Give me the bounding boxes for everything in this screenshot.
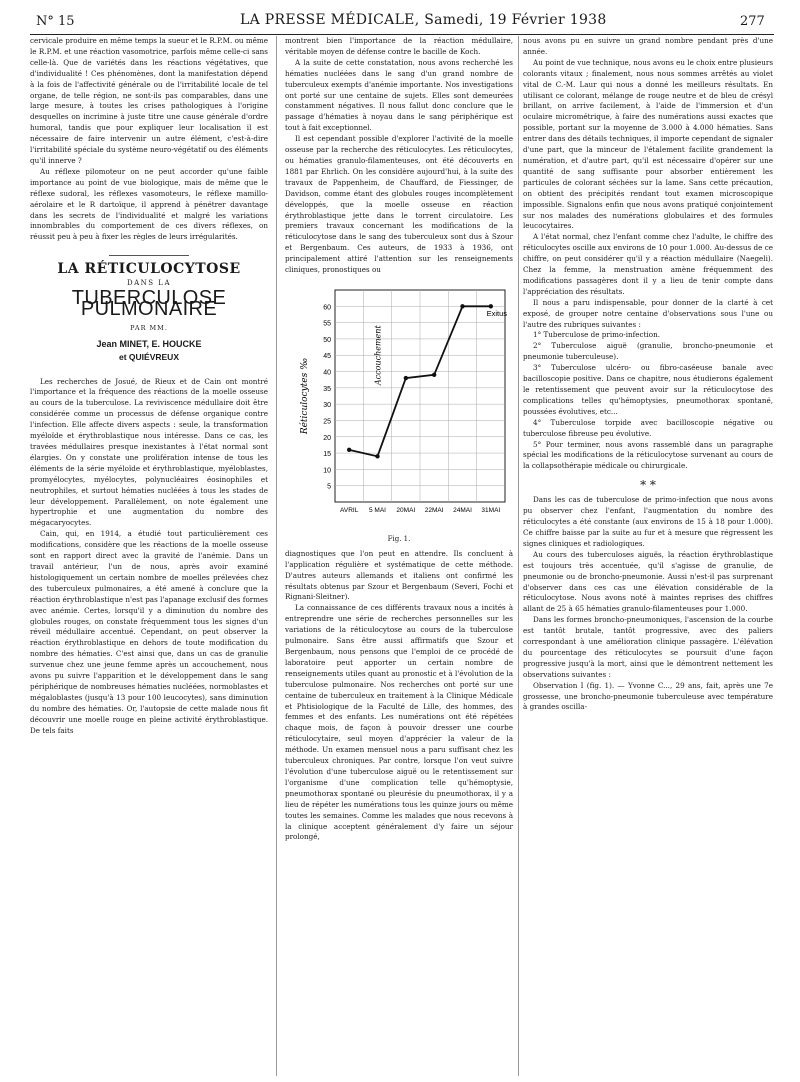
article-title-line2: DANS LA	[126, 279, 172, 288]
article-title-line1: LA RÉTICULOCYTOSE	[57, 261, 241, 278]
paragraph: Dans les formes broncho-pneumoniques, l'ascension de la courbe est tantôt brutale, tantôt progressive, avec des paliers correspondant à une amélioration clinique passagère. L'élévation du pourcentage des réticulocytes se poursuit d'une façon progressive jusqu'à la mort, ainsi que le démontrent nettement les observations suivantes :	[523, 615, 773, 679]
paragraph: Au point de vue technique, nous avons eu le choix entre plusieurs colorants vitaux ; finalement, nous nous sommes arrêtés au violet vital de C.-M. Laur qui nous a donné les meilleurs résultats. En utilisant ce colorant, mélange de rouge neutre et de bleu de crésyl brillant, on arrive facilement, à l'aide de l'immersion et d'un oculaire micrométrique, à faire des numérations aussi exactes que possible, portant sur la moyenne de 3.000 à 4.000 hématies. Sans entrer dans des détails techniques, il importe cependant de signaler d'une part, que la minceur de l'étalement facilite grandement la numération, et d'autre part, qu'il est nécessaire d'opérer sur une quantité de sang suffisante pour absorber entièrement les particules de colorant séchées sur la lame. Sans cette précaution, on obtient des précipités rendant tout examen microscopique impossible. Signalons enfin que nous avons pratiqué conjointement sur nos malades des numérations globulaires et des formules leucocytaires.	[523, 57, 773, 231]
data-point	[489, 304, 493, 308]
column-divider	[518, 36, 519, 1076]
paragraph: Cain, qui, en 1914, a étudié tout particulièrement ces modifications, considère que les réactions de la moelle osseuse sont en rapport direct avec la gravité de l'anémie. Dans un travail antérieur, l'un de nous, après avoir examiné histologiquement un certain nombre de moelles prélevées chez des tuberculeux pulmonaires, a été amené à conclure que la réaction érythroblastique n'est pas l'apanage exclusif des formes avec anémie. Certes, lorsqu'il y a diminution du nombre des globules rouges, on constate fréquemment tous les signes d'un réveil médullaire accentué. Cependant, on peut observer la réaction érythroblastique en dehors de toute modification du nombre des hématies. C'est ainsi que, dans un cas de granulie survenue chez une jeune femme après un accouchement, nous avons pu suivre l'apparition et le développement dans le sang périphérique de nombreuses hématies nucléées, normoblastes et mégaloblastes (jusqu'à 13 pour 100 leucocytes), sans diminution du nombre des hématies. Or, l'autopsie de cette malade nous fit découvrir une moelle rouge en pleine activité érythroblastique. De tels faits	[30, 529, 268, 735]
paragraph: La connaissance de ces différents travaux nous a incités à entreprendre une série de recherches personnelles sur les variations de la réticulocytose au cours de la tuberculose pulmonaire. Sans être aussi affirmatifs que Szour et Bergenbaum, nous pensons que l'emploi de ce procédé de laboratoire peut apporter un certain nombre de renseignements utiles quant au pronostic et à l'évolution de la tuberculose pulmonaire. Nos recherches ont porté sur une centaine de tuberculeux en traitement à la Clinique Médicale et Phtisiologique de la Faculté de Lille, des hommes, des femmes et des enfants. Les numérations ont été répétées chaque mois, de façon à pouvoir dresser une courbe réticulocytaire, seul moyen d'apprécier la valeur de la méthode. Un examen mensuel nous a paru suffisant chez les tuberculeux chroniques. Par contre, lorsque l'on veut suivre l'évolution d'une tuberculose aiguë ou le retentissement sur l'organisme d'une complication telle qu'hémoptysie, pneumothorax spontané ou pleurésie du pneumothorax, il y a lieu de répéter les numérations tous les quinze jours ou même toutes les semaines. Comme les malades que nous recevons à la clinique acceptent généralement d'y faire un séjour prolongé,	[285, 603, 513, 842]
authors: Jean MINET, E. HOUCKE	[96, 338, 202, 349]
x-tick-label: 20MAI	[396, 506, 416, 514]
y-tick-label: 20	[323, 434, 331, 442]
list-item: 4° Tuberculose torpide avec bacilloscopie négative ou tuberculose fibreuse peu évolutive.	[523, 417, 773, 438]
column-divider	[276, 36, 277, 1076]
y-axis-label: Réticulocytes ‰	[300, 357, 310, 435]
article-title-line3: TUBERCULOSE PULMONAIRE	[71, 287, 227, 320]
annotation-exitus: Exitus	[486, 309, 508, 319]
data-point	[404, 376, 408, 380]
issue-number: N° 15	[36, 14, 75, 29]
paragraph: cervicale produire en même temps la sueur et le R.P.M. ou même le R.P.M. et une réaction vasomotrice, parfois même celle-ci sans celle-là. Que de variétés dans les réactions végétatives, que d'individualité ! Ces phénomènes, dont la manifestation dépend à la fois de l'affectivité générale ou de l'irritabilité locale de tel organe, de telle région, ne sont-ils pas comparables, dans une large mesure, à toutes les crises pathologiques à l'origine desquelles on incrimine à juste titre une cause générale d'ordre humoral, tandis que pour expliquer leur localisation il est nécessaire de faire intervenir un autre élément, c'est-à-dire l'irritabilité spéciale du système neuro-végétatif ou des éléments qu'il innerve ?	[30, 36, 268, 165]
x-tick-label: 31MAI	[481, 506, 501, 514]
authors: et QUIÉVREUX	[119, 351, 179, 362]
figure-caption: Fig. 1.	[387, 534, 411, 543]
y-tick-label: 60	[323, 304, 331, 312]
header-rule	[30, 34, 774, 35]
paragraph: Au réflexe pilomoteur on ne peut accorder qu'une faible importance au point de vue biologique, mais de même que le réflexe sudoral, les réflexes vasomoteurs, le réflexe mamillo-aérolaire et le R dartoïque, il apprend à pénétrer davantage dans les secrets de l'individualité et malgré les variations innombrables du comportement de ces divers réflexes, on réussit peu à peu à fixer les règles de leurs irrégularités.	[30, 166, 268, 242]
byline-prefix: PAR MM.	[130, 323, 168, 332]
data-point	[375, 454, 379, 458]
x-tick-label: 5 MAI	[369, 506, 386, 514]
y-tick-label: 30	[323, 402, 331, 410]
x-tick-label: AVRIL	[340, 506, 359, 514]
paragraph: A la suite de cette constatation, nous avons recherché les hématies nucléées dans le sang d'un grand nombre de tuberculeux exempts d'anémie importante. Nos investigations ont porté sur une centaine de sujets. Elles sont demeurées constamment négatives. Il nous fallut donc conclure que le passage d'hématies à noyau dans le sang périphérique est tout à fait exceptionnel.	[285, 57, 513, 133]
paragraph: A l'état normal, chez l'enfant comme chez l'adulte, le chiffre des réticulocytes oscille aux environs de 10 pour 1.000. Au-dessus de ce chiffre, on peut considérer qu'il y a réaction médullaire (Naegeli). Chez la femme, la menstruation amène fréquemment des modifications passagères dont il y a lieu de tenir compte dans l'appréciation des résultats.	[523, 232, 773, 296]
y-tick-label: 15	[323, 451, 331, 459]
column-1	[30, 36, 268, 1076]
paragraph: montrent bien l'importance de la réaction médullaire, véritable moyen de défense contre le bacille de Koch.	[285, 36, 513, 56]
journal-title: LA PRESSE MÉDICALE, Samedi, 19 Février 1938	[240, 12, 607, 28]
paragraph: nous avons pu en suivre un grand nombre pendant près d'une année.	[523, 36, 773, 56]
list-item: 3° Tuberculose ulcéro- ou fibro-caséeuse banale avec bacilloscopie positive. Dans ce chapitre, nous étudierons également le retentissement que peuvent avoir sur la réticulocytose des complications telles qu'hémoptysies, pneumothorax spontané, poussées évolutives, etc...	[523, 363, 773, 416]
column-2	[285, 36, 513, 1076]
page-number: 277	[740, 14, 765, 29]
y-tick-label: 35	[323, 385, 331, 393]
paragraph: Il nous a paru indispensable, pour donner de la clarté à cet exposé, de grouper notre centaine d'observations sous l'une ou l'autre des rubriques suivantes :	[523, 297, 773, 329]
paragraph: Les recherches de Josué, de Rieux et de Cain ont montré l'importance et la fréquence des réactions de la moelle osseuse au cours de la tuberculose. La reviviscence médullaire doit être considérée comme un processus de défense organique contre l'infection. Elle affecte divers aspects : seule, la transformation myéloïde et érythroblastique nous intéresse. Dans ce cas, les travées médullaires presque inexistantes à l'état normal sont élargies. On y constate une prolifération intense de tous les éléments de la série myéloïde et érythroblastique, myéloblastes, promyélocytes, myélocytes, polynucléaires éosinophiles et neutrophiles, et surtout hématies nucléées à tous les stades de leur développement. Parallèlement, on note également une hypertrophie et une augmentation du nombre des mégacaryocytes.	[30, 376, 268, 528]
y-tick-label: 55	[323, 320, 331, 328]
y-tick-label: 40	[323, 369, 331, 377]
section-divider	[109, 255, 189, 256]
annotation-accouchement: Accouchement	[373, 325, 383, 386]
y-tick-label: 5	[327, 483, 331, 491]
list-item: 5° Pour terminer, nous avons rassemblé dans un paragraphe spécial les modifications de la réticulocytose survenant au cours de la collapsothérapie médicale ou chirurgicale.	[523, 439, 773, 471]
data-point	[460, 304, 464, 308]
paragraph: Observation I (fig. 1). — Yvonne C..., 29 ans, fait, après une 7e grossesse, une broncho-pneumonie tuberculeuse avec température à grandes oscilla-	[523, 680, 773, 712]
paragraph: Il est cependant possible d'explorer l'activité de la moelle osseuse par la recherche des réticulocytes. Les réticulocytes, ou hématies granulo-filamenteuses, ont été découverts en 1881 par Ehrlich. On les considère aujourd'hui, à la suite des travaux de Pappenheim, de Chauffard, de Fiessinger, de Davidson, comme étant des globules rouges incomplètement développés, que la moelle osseuse en réaction érythroblastique jette dans le torrent circulatoire. Les premiers travaux concernant les modifications de la réticulocytose dans le sang des tuberculeux sont dus à Szour et Bergenbaum. Ces auteurs, de 1933 à 1936, ont principalement attiré l'attention sur les renseignements cliniques, pronostiques ou	[285, 134, 513, 275]
paragraph: Au cours des tuberculoses aiguës, la réaction érythroblastique est toujours très accentuée, qu'il s'agisse de granulie, de pneumonie ou de broncho-pneumonie. Aussi n'est-il pas surprenant d'observer dans ces cas une élévation considérable de la réticulocytose. Nous avons noté à maintes reprises des chiffres allant de 25 à 65 hématies granulo-filamenteuses pour 1.000.	[523, 549, 773, 614]
data-point	[432, 373, 436, 377]
y-tick-label: 10	[323, 467, 331, 475]
column-3	[523, 36, 773, 1076]
figure-1	[285, 282, 513, 532]
paragraph: diagnostiques que l'on peut en attendre. Ils concluent à l'application régulière et systématique de cette méthode. D'autres auteurs allemands et italiens ont confirmé les résultats obtenus par Szour et Bergenbaum (Severi, Fochi et Rignani-Sleitner).	[285, 548, 513, 602]
data-point	[347, 448, 351, 452]
list-item: 1° Tuberculose de primo-infection.	[533, 330, 661, 340]
reticulocyte-chart	[285, 282, 513, 532]
section-stars: * *	[640, 478, 656, 493]
y-tick-label: 50	[323, 336, 331, 344]
paragraph: Dans les cas de tuberculose de primo-infection que nous avons pu observer chez l'enfant, l'augmentation du nombre des réticulocytes a été constante (aux environs de 15 à 18 pour 1.000). Ce chiffre baisse par la suite au fur et à mesure que régressent les signes cliniques et radiologiques.	[523, 495, 773, 548]
page-header	[0, 0, 800, 30]
y-tick-label: 45	[323, 353, 331, 361]
x-tick-label: 22MAI	[424, 506, 444, 514]
x-tick-label: 24MAI	[453, 506, 472, 514]
list-item: 2° Tuberculose aiguë (granulie, broncho-pneumonie et pneumonie tuberculeuse).	[523, 341, 773, 362]
y-tick-label: 25	[323, 418, 331, 426]
